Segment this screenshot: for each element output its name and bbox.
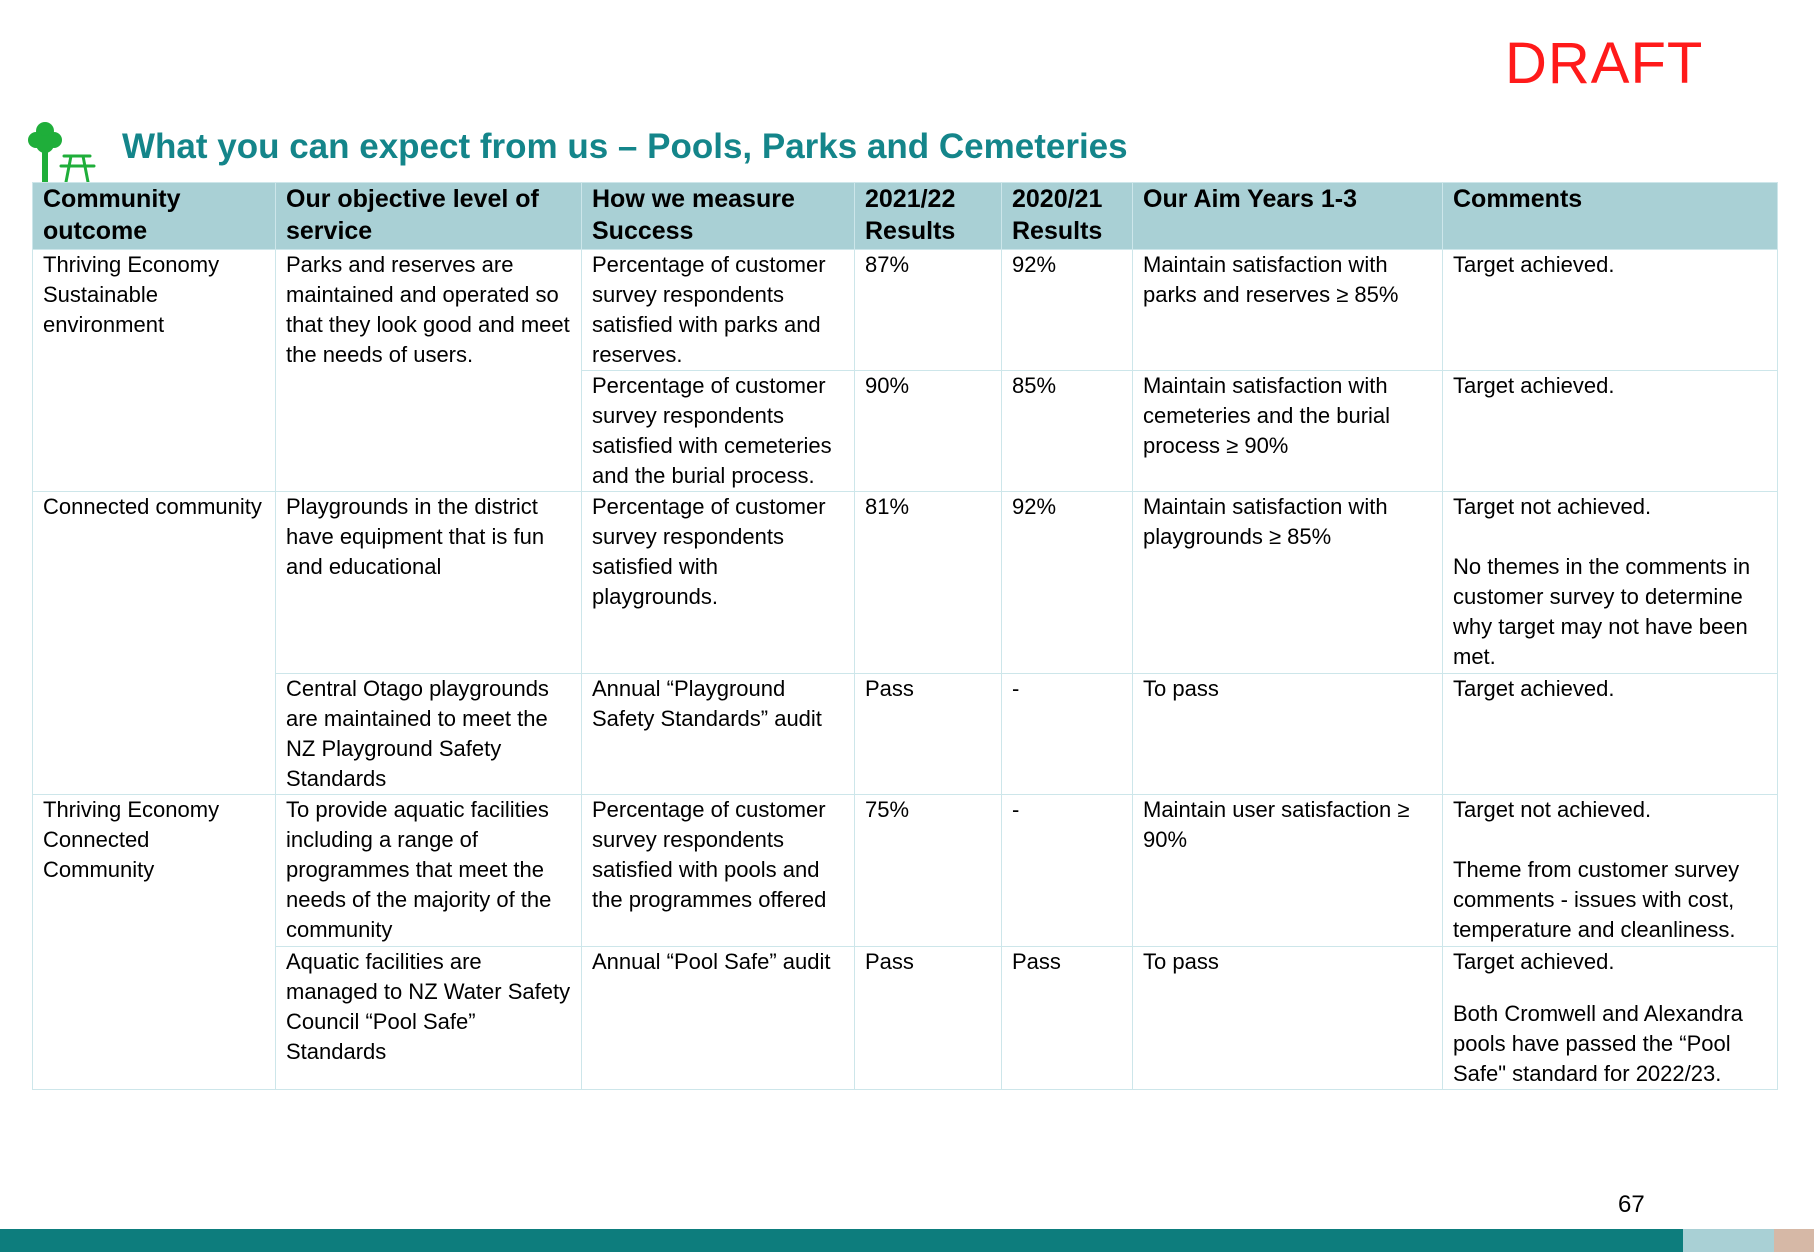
- header-aim: Our Aim Years 1-3: [1133, 183, 1443, 250]
- tree-picnic-table-icon: [28, 118, 104, 184]
- objective-cell: To provide aquatic facilities including a range of programmes that meet the needs of the majority of the community: [276, 795, 582, 947]
- result-2020-21-cell: 92%: [1002, 250, 1133, 371]
- comment-detail: No themes in the comments in customer survey to determine why target may not have been met.: [1453, 554, 1751, 669]
- measure-cell: Percentage of customer survey respondents satisfied with playgrounds.: [582, 492, 855, 674]
- comment-cell: [1443, 492, 1778, 674]
- measure-cell: Percentage of customer survey respondents satisfied with parks and reserves.: [582, 250, 855, 371]
- footer-bar-light: [1683, 1229, 1774, 1252]
- result-2020-21-cell: 92%: [1002, 492, 1133, 674]
- objective-cell: Central Otago playgrounds are maintained to meet the NZ Playground Safety Standards: [276, 674, 582, 795]
- footer-bar-tan: [1774, 1229, 1814, 1252]
- result-2021-22-cell: 81%: [855, 492, 1002, 674]
- header-results-2020-21: 2020/21 Results: [1002, 183, 1133, 250]
- result-2021-22-cell: Pass: [855, 947, 1002, 1090]
- comment-detail: Both Cromwell and Alexandra pools have passed the “Pool Safe" standard for 2022/23.: [1453, 1001, 1743, 1086]
- comment-cell: [1443, 250, 1778, 371]
- comment-status: Target achieved.: [1453, 949, 1615, 974]
- comment-cell: [1443, 371, 1778, 492]
- table-row: [33, 250, 1778, 371]
- table-row: [33, 674, 1778, 795]
- result-2021-22-cell: 87%: [855, 250, 1002, 371]
- aim-cell: To pass: [1133, 947, 1443, 1090]
- page-header: [28, 118, 1228, 184]
- result-2021-22-cell: 75%: [855, 795, 1002, 947]
- aim-cell: Maintain satisfaction with cemeteries and the burial process ≥ 90%: [1133, 371, 1443, 492]
- objective-cell: Parks and reserves are maintained and operated so that they look good and meet the needs of users.: [276, 250, 582, 492]
- comment-cell: [1443, 947, 1778, 1090]
- page-title: What you can expect from us – Pools, Parks and Cemeteries: [122, 127, 1128, 166]
- result-2021-22-cell: 90%: [855, 371, 1002, 492]
- objective-cell: Playgrounds in the district have equipment that is fun and educational: [276, 492, 582, 674]
- measure-cell: Percentage of customer survey respondents satisfied with pools and the programmes offered: [582, 795, 855, 947]
- service-levels-table: [32, 182, 1778, 1090]
- measure-cell: Annual “Pool Safe” audit: [582, 947, 855, 1090]
- header-objective: Our objective level of service: [276, 183, 582, 250]
- result-2020-21-cell: -: [1002, 674, 1133, 795]
- comment-detail: Theme from customer survey comments - issues with cost, temperature and cleanliness.: [1453, 857, 1740, 942]
- comment-status: Target achieved.: [1453, 252, 1615, 277]
- comment-cell: [1443, 795, 1778, 947]
- objective-cell: Aquatic facilities are managed to NZ Water Safety Council “Pool Safe” Standards: [276, 947, 582, 1090]
- page-number: 67: [1618, 1191, 1645, 1218]
- table-header-row: [33, 183, 1778, 250]
- footer-color-bar: [0, 1229, 1814, 1252]
- result-2020-21-cell: -: [1002, 795, 1133, 947]
- table-row: [33, 492, 1778, 674]
- result-2020-21-cell: 85%: [1002, 371, 1133, 492]
- header-measure: How we measure Success: [582, 183, 855, 250]
- result-2020-21-cell: Pass: [1002, 947, 1133, 1090]
- table-row: [33, 795, 1778, 947]
- measure-cell: Annual “Playground Safety Standards” audit: [582, 674, 855, 795]
- header-community-outcome: Community outcome: [33, 183, 276, 250]
- result-2021-22-cell: Pass: [855, 674, 1002, 795]
- comment-status: Target not achieved.: [1453, 797, 1652, 822]
- comment-status: Target achieved.: [1453, 676, 1615, 701]
- comment-status: Target not achieved.: [1453, 494, 1652, 519]
- aim-cell: Maintain user satisfaction ≥ 90%: [1133, 795, 1443, 947]
- aim-cell: Maintain satisfaction with playgrounds ≥ 85%: [1133, 492, 1443, 674]
- table-row: [33, 947, 1778, 1090]
- community-outcome-cell: Thriving Economy Sustainable environment: [33, 250, 276, 492]
- aim-cell: To pass: [1133, 674, 1443, 795]
- footer-bar-teal: [0, 1229, 1683, 1252]
- measure-cell: Percentage of customer survey respondents satisfied with cemeteries and the burial process.: [582, 371, 855, 492]
- aim-cell: Maintain satisfaction with parks and reserves ≥ 85%: [1133, 250, 1443, 371]
- comment-cell: [1443, 674, 1778, 795]
- comment-status: Target achieved.: [1453, 373, 1615, 398]
- header-results-2021-22: 2021/22 Results: [855, 183, 1002, 250]
- draft-watermark: DRAFT: [1505, 31, 1704, 96]
- community-outcome-cell: Connected community: [33, 492, 276, 795]
- community-outcome-cell: Thriving Economy Connected Community: [33, 795, 276, 1090]
- header-comments: Comments: [1443, 183, 1778, 250]
